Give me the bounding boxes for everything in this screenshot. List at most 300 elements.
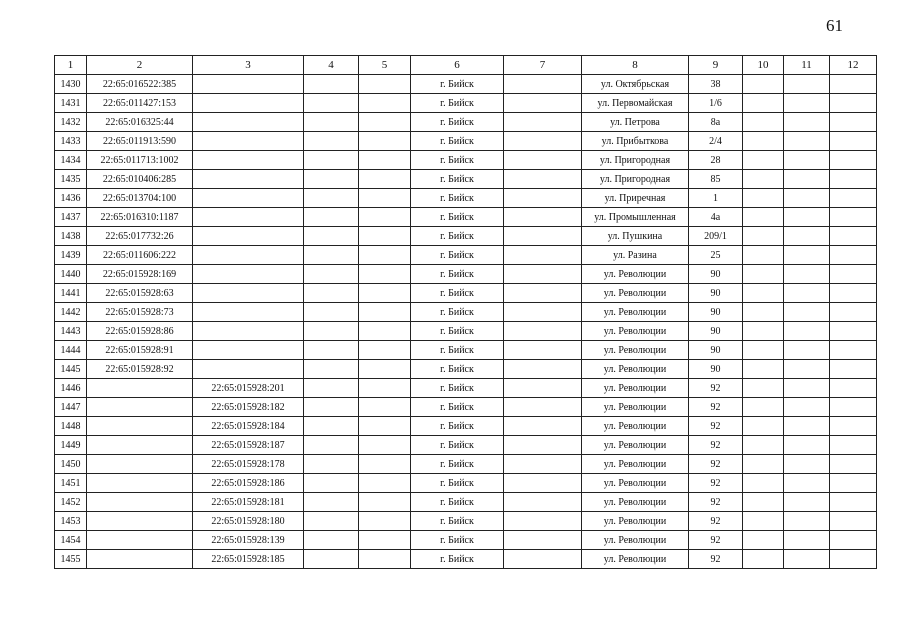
cell-house-number: 8а [689, 113, 743, 132]
header-cell-cadastral-number-alt: 3 [193, 56, 304, 75]
cell-col-12 [830, 322, 877, 341]
page-number: 61 [826, 16, 843, 35]
cell-col-12 [830, 398, 877, 417]
cell-cadastral-number-alt [193, 113, 304, 132]
cell-cadastral-number: 22:65:011913:590 [87, 132, 193, 151]
cell-city: г. Бийск [411, 75, 504, 94]
cell-row-number: 1454 [55, 531, 87, 550]
cell-city: г. Бийск [411, 151, 504, 170]
cell-row-number: 1455 [55, 550, 87, 569]
cell-city: г. Бийск [411, 208, 504, 227]
cell-row-number: 1434 [55, 151, 87, 170]
cell-col-10 [743, 493, 784, 512]
cell-col-5 [359, 379, 411, 398]
cell-house-number: 92 [689, 417, 743, 436]
cell-col-11 [784, 360, 830, 379]
cell-col-7 [504, 341, 582, 360]
cell-cadastral-number-alt: 22:65:015928:187 [193, 436, 304, 455]
cell-col-10 [743, 455, 784, 474]
cell-col-11 [784, 170, 830, 189]
cell-col-10 [743, 132, 784, 151]
cell-cadastral-number-alt [193, 75, 304, 94]
cell-col-12 [830, 189, 877, 208]
cell-row-number: 1443 [55, 322, 87, 341]
cell-col-12 [830, 132, 877, 151]
cell-cadastral-number-alt: 22:65:015928:201 [193, 379, 304, 398]
cell-cadastral-number-alt [193, 132, 304, 151]
table-row [55, 531, 877, 550]
cell-col-4 [304, 246, 359, 265]
cell-street: ул. Пушкина [582, 227, 689, 246]
cell-col-5 [359, 303, 411, 322]
cell-col-5 [359, 151, 411, 170]
table-row [55, 360, 877, 379]
cell-col-10 [743, 151, 784, 170]
cell-col-12 [830, 208, 877, 227]
cell-row-number: 1436 [55, 189, 87, 208]
cell-col-10 [743, 189, 784, 208]
header-cell-col-11: 11 [784, 56, 830, 75]
cell-house-number: 90 [689, 322, 743, 341]
cell-row-number: 1448 [55, 417, 87, 436]
cell-city: г. Бийск [411, 436, 504, 455]
cell-city: г. Бийск [411, 455, 504, 474]
cell-col-10 [743, 284, 784, 303]
cell-col-10 [743, 227, 784, 246]
cell-col-5 [359, 531, 411, 550]
cell-col-7 [504, 113, 582, 132]
header-cell-col-7: 7 [504, 56, 582, 75]
cell-col-10 [743, 341, 784, 360]
cell-col-10 [743, 550, 784, 569]
header-cell-col-5: 5 [359, 56, 411, 75]
cell-col-7 [504, 227, 582, 246]
cell-cadastral-number: 22:65:016310:1187 [87, 208, 193, 227]
cell-col-4 [304, 341, 359, 360]
table-row [55, 75, 877, 94]
table-row [55, 303, 877, 322]
cell-house-number: 92 [689, 455, 743, 474]
table-row [55, 417, 877, 436]
cell-cadastral-number [87, 512, 193, 531]
cell-col-4 [304, 170, 359, 189]
cell-col-11 [784, 379, 830, 398]
cell-row-number: 1440 [55, 265, 87, 284]
cell-col-11 [784, 151, 830, 170]
cell-city: г. Бийск [411, 303, 504, 322]
cell-col-12 [830, 550, 877, 569]
cell-row-number: 1453 [55, 512, 87, 531]
cell-col-5 [359, 189, 411, 208]
cell-col-4 [304, 303, 359, 322]
cell-col-7 [504, 151, 582, 170]
cell-house-number: 92 [689, 493, 743, 512]
cell-col-5 [359, 322, 411, 341]
cell-street: ул. Прибыткова [582, 132, 689, 151]
cell-col-12 [830, 455, 877, 474]
cell-col-5 [359, 398, 411, 417]
cell-cadastral-number-alt [193, 94, 304, 113]
cell-col-12 [830, 303, 877, 322]
table-row [55, 265, 877, 284]
cell-col-5 [359, 227, 411, 246]
cell-cadastral-number-alt: 22:65:015928:184 [193, 417, 304, 436]
cell-cadastral-number-alt [193, 303, 304, 322]
cell-col-5 [359, 512, 411, 531]
cell-cadastral-number-alt: 22:65:015928:139 [193, 531, 304, 550]
cell-street: ул. Петрова [582, 113, 689, 132]
cell-col-4 [304, 208, 359, 227]
cell-col-5 [359, 341, 411, 360]
cell-house-number: 92 [689, 474, 743, 493]
table-row [55, 113, 877, 132]
cell-col-12 [830, 151, 877, 170]
cell-city: г. Бийск [411, 227, 504, 246]
cell-col-11 [784, 284, 830, 303]
header-cell-cadastral-number: 2 [87, 56, 193, 75]
cell-house-number: 38 [689, 75, 743, 94]
cell-cadastral-number-alt: 22:65:015928:180 [193, 512, 304, 531]
cell-cadastral-number-alt [193, 151, 304, 170]
cell-street: ул. Революции [582, 436, 689, 455]
cell-col-7 [504, 208, 582, 227]
cell-col-4 [304, 379, 359, 398]
cell-house-number: 85 [689, 170, 743, 189]
cell-row-number: 1433 [55, 132, 87, 151]
cell-house-number: 28 [689, 151, 743, 170]
cell-col-7 [504, 322, 582, 341]
cell-street: ул. Революции [582, 379, 689, 398]
cell-col-5 [359, 474, 411, 493]
cell-house-number: 90 [689, 265, 743, 284]
table-row [55, 246, 877, 265]
cell-col-5 [359, 113, 411, 132]
cell-street: ул. Революции [582, 455, 689, 474]
cell-col-11 [784, 265, 830, 284]
cell-city: г. Бийск [411, 265, 504, 284]
cell-street: ул. Революции [582, 493, 689, 512]
cell-col-7 [504, 531, 582, 550]
cell-col-12 [830, 75, 877, 94]
cell-cadastral-number-alt [193, 341, 304, 360]
cell-street: ул. Революции [582, 284, 689, 303]
cell-city: г. Бийск [411, 474, 504, 493]
cell-col-7 [504, 284, 582, 303]
cell-col-11 [784, 512, 830, 531]
cell-house-number: 90 [689, 284, 743, 303]
cell-row-number: 1432 [55, 113, 87, 132]
cell-col-12 [830, 227, 877, 246]
cell-col-7 [504, 417, 582, 436]
cell-house-number: 92 [689, 550, 743, 569]
cell-house-number: 92 [689, 512, 743, 531]
cell-col-7 [504, 398, 582, 417]
cell-col-5 [359, 170, 411, 189]
cell-col-7 [504, 379, 582, 398]
table-row [55, 493, 877, 512]
cell-street: ул. Революции [582, 360, 689, 379]
cell-row-number: 1442 [55, 303, 87, 322]
table-row [55, 322, 877, 341]
cell-street: ул. Революции [582, 322, 689, 341]
cell-col-10 [743, 512, 784, 531]
cell-city: г. Бийск [411, 322, 504, 341]
cell-row-number: 1439 [55, 246, 87, 265]
cell-col-7 [504, 189, 582, 208]
cell-col-10 [743, 75, 784, 94]
cell-street: ул. Революции [582, 303, 689, 322]
cell-city: г. Бийск [411, 512, 504, 531]
cell-col-4 [304, 94, 359, 113]
cell-cadastral-number: 22:65:011713:1002 [87, 151, 193, 170]
cell-col-4 [304, 436, 359, 455]
cell-col-11 [784, 75, 830, 94]
cell-col-5 [359, 75, 411, 94]
cell-cadastral-number [87, 398, 193, 417]
cell-col-11 [784, 189, 830, 208]
table-row [55, 379, 877, 398]
table-row [55, 474, 877, 493]
table-row [55, 436, 877, 455]
cell-col-4 [304, 75, 359, 94]
cell-street: ул. Революции [582, 265, 689, 284]
cell-col-10 [743, 322, 784, 341]
cell-cadastral-number: 22:65:015928:63 [87, 284, 193, 303]
cell-col-4 [304, 417, 359, 436]
cell-cadastral-number: 22:65:015928:169 [87, 265, 193, 284]
header-cell-city: 6 [411, 56, 504, 75]
cell-cadastral-number: 22:65:011606:222 [87, 246, 193, 265]
cell-col-10 [743, 379, 784, 398]
cell-cadastral-number [87, 379, 193, 398]
cell-street: ул. Приречная [582, 189, 689, 208]
cell-cadastral-number: 22:65:016522:385 [87, 75, 193, 94]
cell-col-12 [830, 341, 877, 360]
cell-cadastral-number-alt [193, 208, 304, 227]
cell-col-4 [304, 493, 359, 512]
cell-row-number: 1452 [55, 493, 87, 512]
cell-col-7 [504, 493, 582, 512]
cell-col-10 [743, 170, 784, 189]
cell-col-4 [304, 265, 359, 284]
cell-street: ул. Революции [582, 512, 689, 531]
cell-col-11 [784, 398, 830, 417]
cell-street: ул. Революции [582, 341, 689, 360]
cell-col-7 [504, 303, 582, 322]
cell-col-10 [743, 113, 784, 132]
cell-house-number: 90 [689, 341, 743, 360]
cell-col-11 [784, 227, 830, 246]
cell-city: г. Бийск [411, 379, 504, 398]
table-row [55, 227, 877, 246]
header-cell-col-12: 12 [830, 56, 877, 75]
cell-city: г. Бийск [411, 170, 504, 189]
cell-col-11 [784, 341, 830, 360]
cell-col-10 [743, 94, 784, 113]
cell-cadastral-number [87, 493, 193, 512]
cell-cadastral-number [87, 417, 193, 436]
cell-street: ул. Революции [582, 417, 689, 436]
header-cell-col-4: 4 [304, 56, 359, 75]
cell-cadastral-number: 22:65:015928:91 [87, 341, 193, 360]
cell-col-12 [830, 246, 877, 265]
cell-col-12 [830, 284, 877, 303]
cell-col-7 [504, 75, 582, 94]
cell-row-number: 1444 [55, 341, 87, 360]
cell-col-10 [743, 265, 784, 284]
cell-cadastral-number-alt [193, 227, 304, 246]
cell-col-10 [743, 436, 784, 455]
cell-col-11 [784, 493, 830, 512]
cell-col-7 [504, 550, 582, 569]
cell-house-number: 1/6 [689, 94, 743, 113]
cell-col-12 [830, 360, 877, 379]
cell-col-12 [830, 170, 877, 189]
cell-cadastral-number [87, 474, 193, 493]
cell-cadastral-number: 22:65:015928:86 [87, 322, 193, 341]
cell-col-4 [304, 151, 359, 170]
cell-col-4 [304, 227, 359, 246]
table-row [55, 341, 877, 360]
cell-street: ул. Революции [582, 550, 689, 569]
cell-row-number: 1446 [55, 379, 87, 398]
cell-col-5 [359, 284, 411, 303]
cell-street: ул. Разина [582, 246, 689, 265]
cell-col-7 [504, 512, 582, 531]
cell-col-10 [743, 303, 784, 322]
cell-col-4 [304, 284, 359, 303]
cell-city: г. Бийск [411, 113, 504, 132]
cell-col-4 [304, 189, 359, 208]
cell-city: г. Бийск [411, 341, 504, 360]
cell-col-4 [304, 512, 359, 531]
cell-col-12 [830, 531, 877, 550]
cell-cadastral-number: 22:65:013704:100 [87, 189, 193, 208]
cell-row-number: 1450 [55, 455, 87, 474]
cell-col-7 [504, 360, 582, 379]
cell-street: ул. Революции [582, 398, 689, 417]
cell-col-10 [743, 417, 784, 436]
cell-col-4 [304, 474, 359, 493]
cell-cadastral-number-alt: 22:65:015928:178 [193, 455, 304, 474]
cell-col-12 [830, 113, 877, 132]
header-cell-house-number: 9 [689, 56, 743, 75]
cell-cadastral-number-alt [193, 360, 304, 379]
cell-col-5 [359, 265, 411, 284]
cell-city: г. Бийск [411, 493, 504, 512]
cell-row-number: 1441 [55, 284, 87, 303]
cell-col-11 [784, 455, 830, 474]
cell-cadastral-number: 22:65:015928:92 [87, 360, 193, 379]
cell-col-10 [743, 474, 784, 493]
cell-row-number: 1430 [55, 75, 87, 94]
table-row [55, 550, 877, 569]
cell-house-number: 209/1 [689, 227, 743, 246]
cell-row-number: 1438 [55, 227, 87, 246]
cell-cadastral-number [87, 531, 193, 550]
cell-house-number: 92 [689, 436, 743, 455]
cell-col-4 [304, 531, 359, 550]
cell-street: ул. Первомайская [582, 94, 689, 113]
cell-row-number: 1435 [55, 170, 87, 189]
cell-row-number: 1447 [55, 398, 87, 417]
cell-cadastral-number: 22:65:010406:285 [87, 170, 193, 189]
cell-city: г. Бийск [411, 360, 504, 379]
cell-col-12 [830, 379, 877, 398]
cell-row-number: 1449 [55, 436, 87, 455]
cell-city: г. Бийск [411, 398, 504, 417]
cell-col-7 [504, 436, 582, 455]
header-cell-row-number: 1 [55, 56, 87, 75]
cell-col-7 [504, 132, 582, 151]
cell-street: ул. Революции [582, 531, 689, 550]
cell-cadastral-number-alt: 22:65:015928:181 [193, 493, 304, 512]
table-header-row [55, 56, 877, 75]
cell-col-12 [830, 474, 877, 493]
table-row [55, 208, 877, 227]
cell-col-11 [784, 113, 830, 132]
cell-col-7 [504, 474, 582, 493]
cell-col-10 [743, 398, 784, 417]
cell-col-5 [359, 132, 411, 151]
table-row [55, 189, 877, 208]
cell-col-10 [743, 246, 784, 265]
cell-col-11 [784, 322, 830, 341]
table-row [55, 512, 877, 531]
cell-city: г. Бийск [411, 132, 504, 151]
cell-house-number: 4а [689, 208, 743, 227]
cell-house-number: 92 [689, 398, 743, 417]
cell-col-11 [784, 436, 830, 455]
cell-col-4 [304, 132, 359, 151]
cell-col-11 [784, 94, 830, 113]
cell-city: г. Бийск [411, 189, 504, 208]
header-cell-street: 8 [582, 56, 689, 75]
cell-col-7 [504, 246, 582, 265]
cell-house-number: 92 [689, 531, 743, 550]
table-row [55, 151, 877, 170]
cell-city: г. Бийск [411, 94, 504, 113]
cell-cadastral-number-alt: 22:65:015928:182 [193, 398, 304, 417]
cell-row-number: 1431 [55, 94, 87, 113]
cell-cadastral-number: 22:65:016325:44 [87, 113, 193, 132]
cell-col-11 [784, 474, 830, 493]
cell-cadastral-number: 22:65:017732:26 [87, 227, 193, 246]
cell-col-10 [743, 208, 784, 227]
cell-col-5 [359, 550, 411, 569]
header-cell-col-10: 10 [743, 56, 784, 75]
cell-col-4 [304, 455, 359, 474]
cell-city: г. Бийск [411, 417, 504, 436]
cell-row-number: 1445 [55, 360, 87, 379]
cell-col-11 [784, 208, 830, 227]
cell-street: ул. Пригородная [582, 151, 689, 170]
cell-col-4 [304, 322, 359, 341]
cell-cadastral-number [87, 550, 193, 569]
cell-house-number: 90 [689, 303, 743, 322]
cell-col-7 [504, 265, 582, 284]
table-row [55, 455, 877, 474]
cell-col-7 [504, 170, 582, 189]
cell-col-5 [359, 493, 411, 512]
cell-col-7 [504, 94, 582, 113]
cell-street: ул. Промышленная [582, 208, 689, 227]
cell-street: ул. Октябрьская [582, 75, 689, 94]
cell-col-5 [359, 208, 411, 227]
cell-cadastral-number: 22:65:015928:73 [87, 303, 193, 322]
cell-city: г. Бийск [411, 550, 504, 569]
cell-house-number: 1 [689, 189, 743, 208]
